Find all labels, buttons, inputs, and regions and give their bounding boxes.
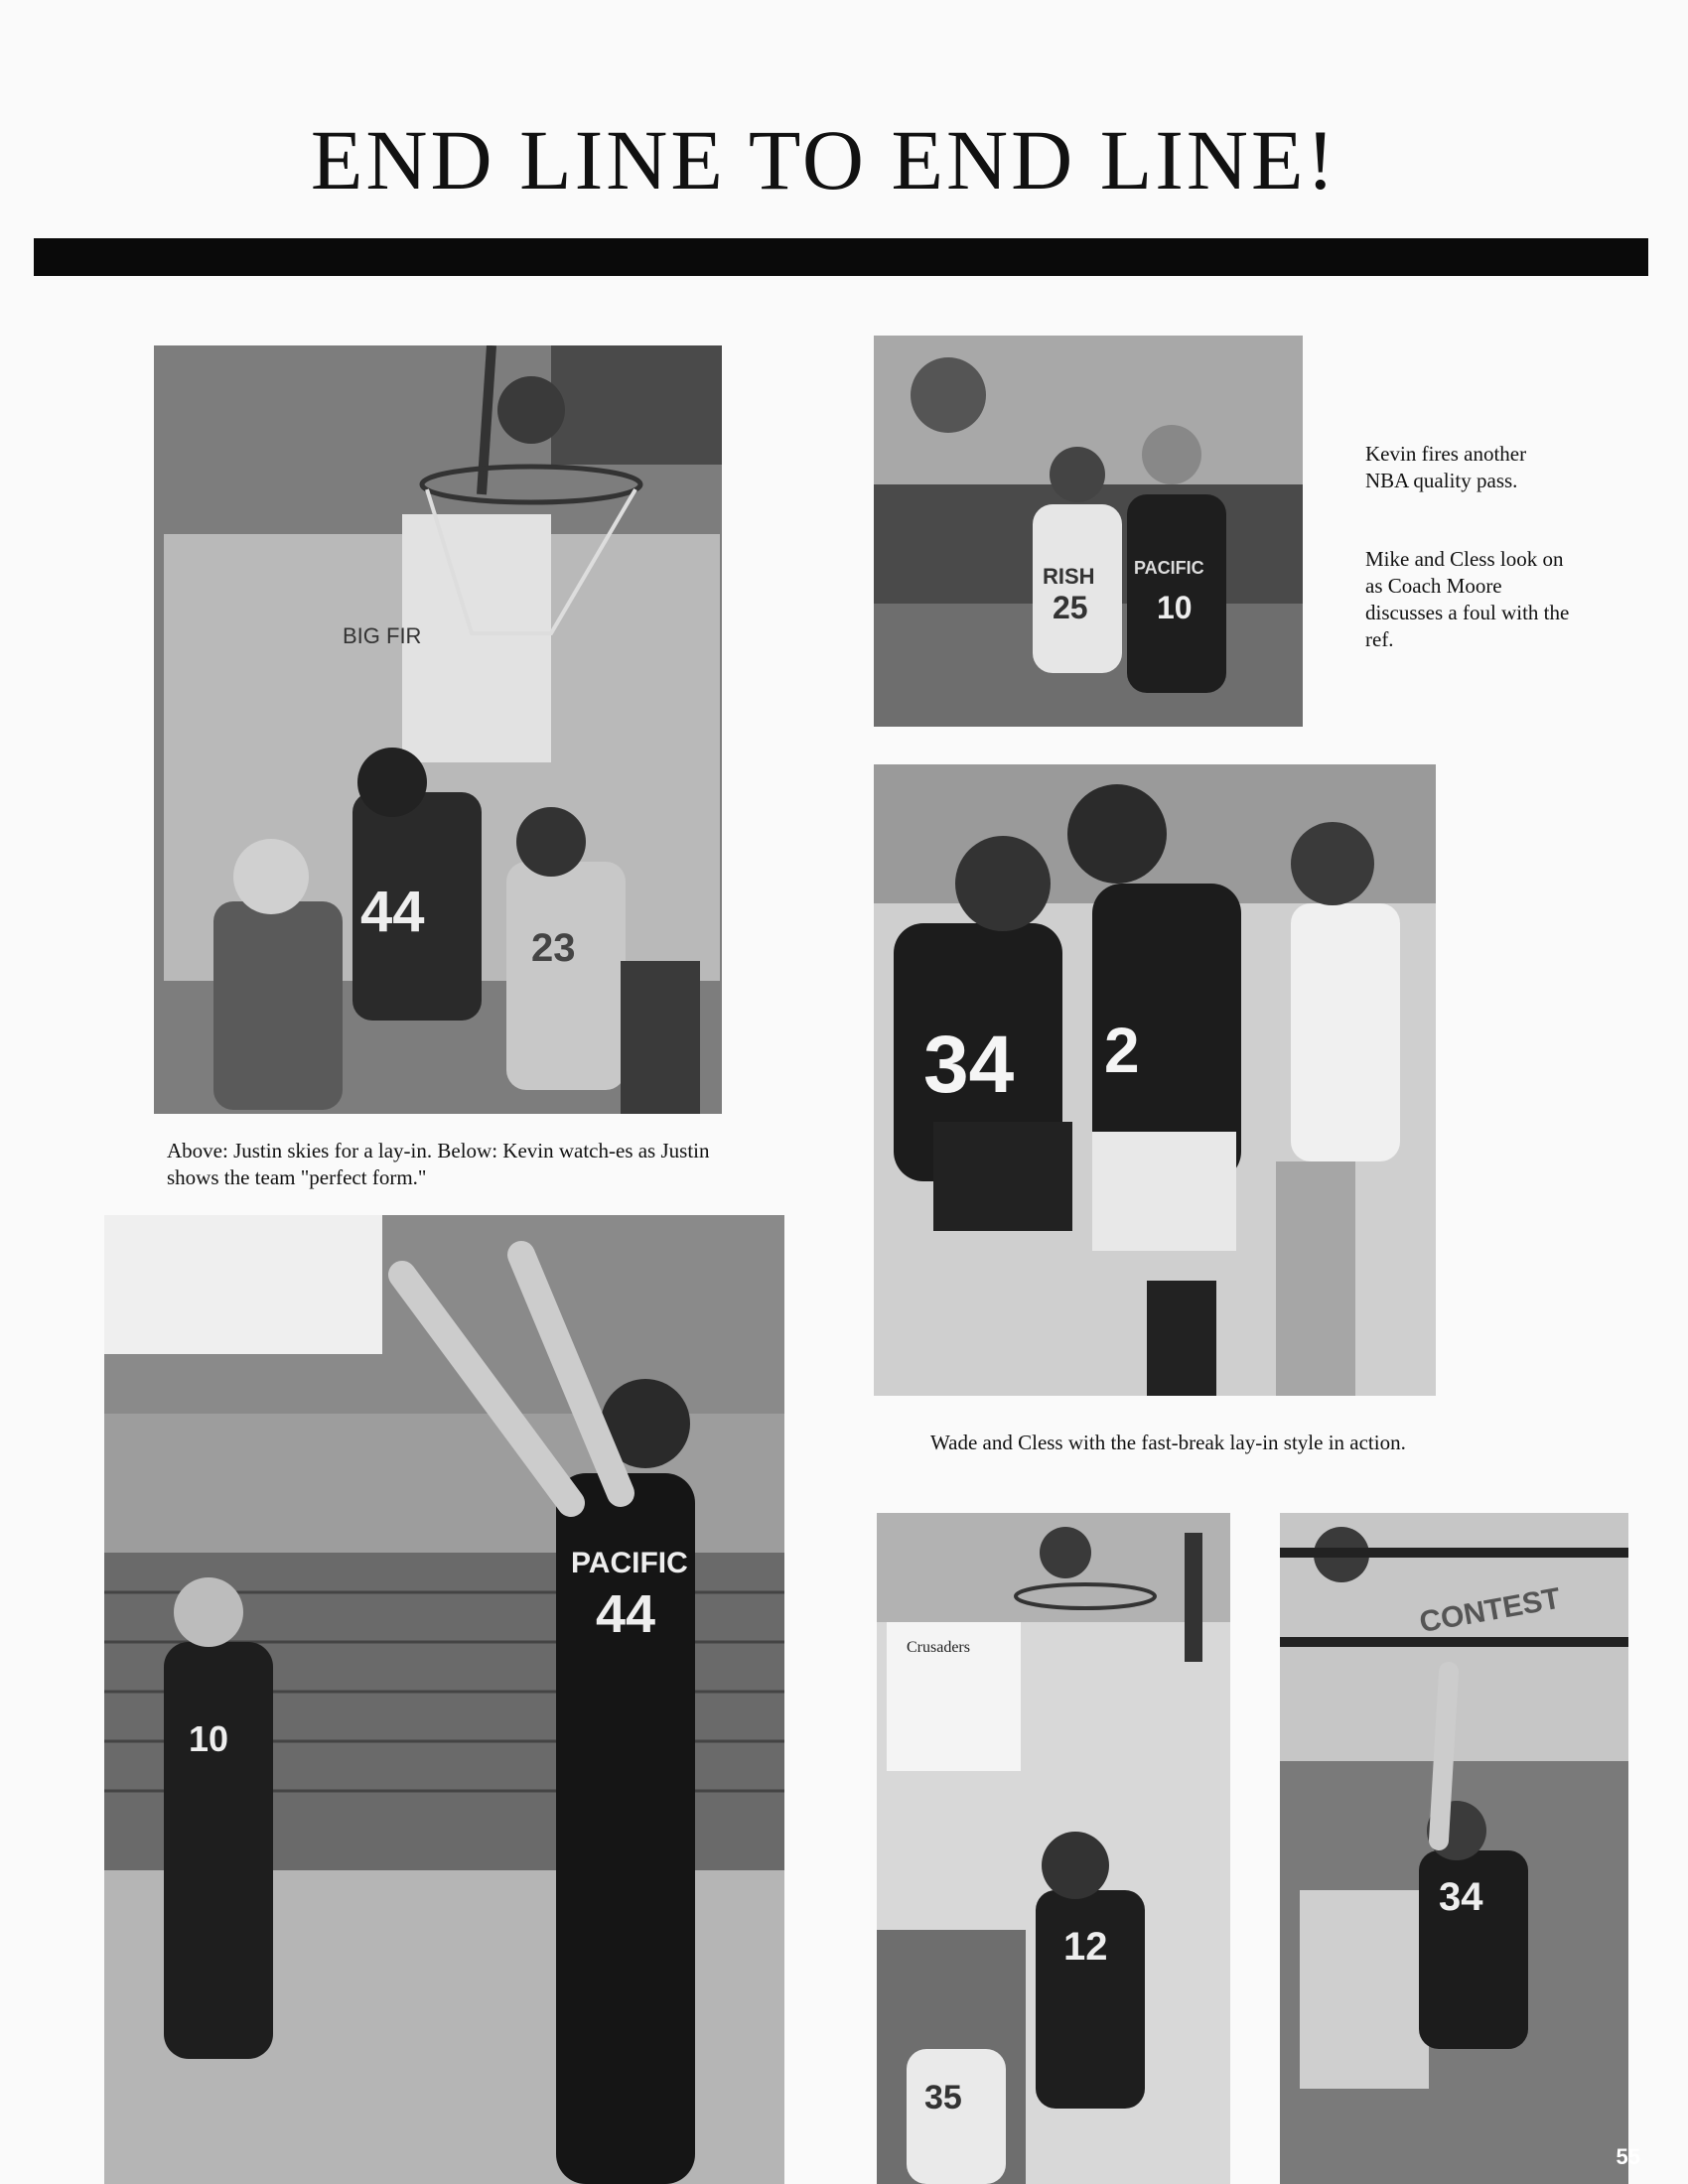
jersey-number: 12 — [1063, 1925, 1108, 1969]
sign-text: CONTEST — [1417, 1581, 1564, 1640]
page-number: 55 — [1616, 2144, 1640, 2169]
caption-kevin-pass: Kevin fires another NBA quality pass. — [1365, 442, 1527, 492]
jersey-number: 34 — [923, 1020, 1015, 1110]
title-rule — [34, 238, 1648, 276]
shirt-text: PACIFIC — [571, 1547, 688, 1579]
shirt-text: PACIFIC — [1134, 558, 1204, 578]
jersey-number: 44 — [596, 1584, 656, 1644]
jersey-number: 35 — [924, 2079, 962, 2116]
banner-text: BIG FIR — [343, 623, 422, 648]
jersey-number: 23 — [531, 926, 576, 970]
caption-fast-break: Wade and Cless with the fast-break lay-in style in action. — [930, 1431, 1406, 1454]
page-title: END LINE TO END LINE! — [310, 112, 1338, 207]
jersey-number: 10 — [189, 1718, 229, 1759]
photo-sideline — [874, 764, 1436, 1396]
photo-kevin-pass — [874, 336, 1303, 727]
photo-fast-break-left — [877, 1513, 1230, 2184]
jersey-number: 34 — [1439, 1875, 1483, 1919]
photo-fast-break-right — [1280, 1513, 1628, 2184]
caption-coach-moore: Mike and Cless look on as Coach Moore discusses a foul with the ref. — [1365, 547, 1570, 651]
jersey-number: 10 — [1157, 590, 1193, 625]
jersey-number: 44 — [360, 880, 425, 944]
jersey-number: 2 — [1104, 1015, 1140, 1086]
photo-perfect-form — [104, 1215, 784, 2184]
jersey-number: 25 — [1053, 590, 1088, 625]
photo-justin-layin — [154, 345, 722, 1114]
banner-text: Crusaders — [907, 1639, 970, 1656]
shirt-text: RISH — [1043, 564, 1095, 589]
caption-justin: Above: Justin skies for a lay-in. Below: Kevin watch-es as Justin shows the team "perfect form." — [167, 1139, 710, 1189]
